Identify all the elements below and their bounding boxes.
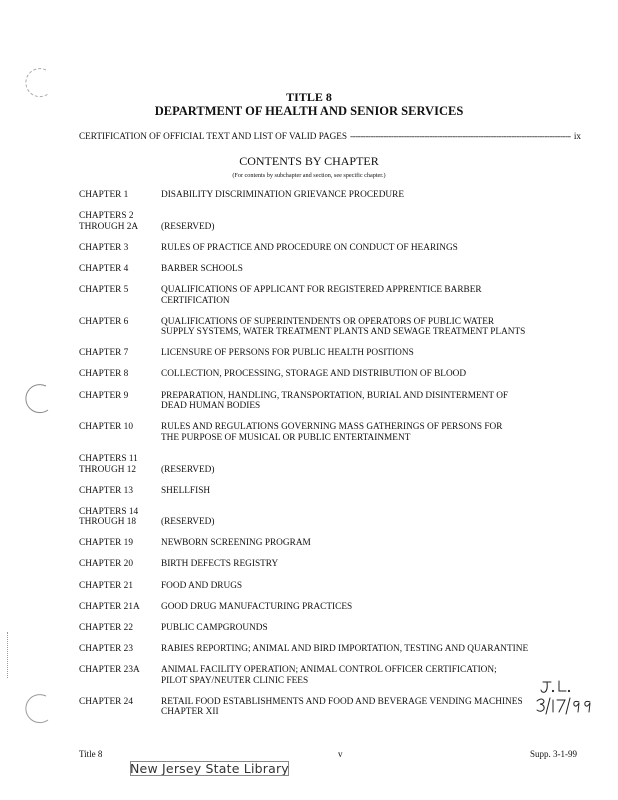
chapter-row — [79, 391, 589, 412]
chapter-label — [79, 602, 161, 613]
chapter-label — [79, 623, 161, 634]
chapter-row — [79, 697, 589, 718]
chapter-title-line: PREPARATION, HANDLING, TRANSPORTATION, BURIAL AND DISINTERMENT OF — [161, 390, 509, 401]
chapter-row — [79, 665, 589, 686]
chapter-row — [79, 454, 589, 475]
chapter-row — [79, 422, 589, 443]
chapter-title — [161, 422, 589, 443]
chapter-label-line: CHAPTER 19 — [79, 538, 133, 549]
chapter-label-line: CHAPTER 4 — [79, 263, 129, 274]
chapter-label-line: CHAPTERS 14 — [79, 506, 139, 517]
footer-page-number: v — [338, 749, 343, 759]
chapter-label — [79, 644, 161, 655]
chapter-row — [79, 559, 589, 570]
chapter-row — [79, 190, 589, 201]
chapter-row — [79, 623, 589, 634]
leader-dots — [350, 131, 571, 141]
chapter-title — [161, 348, 589, 359]
chapter-label — [79, 285, 161, 306]
chapter-label — [79, 264, 161, 275]
chapter-title-line: COLLECTION, PROCESSING, STORAGE AND DISTRIBUTION OF BLOOD — [161, 369, 467, 380]
chapter-row — [79, 538, 589, 549]
chapter-title — [161, 623, 589, 634]
chapter-label — [79, 422, 161, 443]
chapter-title-line — [172, 454, 589, 465]
chapter-label — [79, 507, 161, 528]
chapter-title — [161, 559, 589, 570]
chapter-title — [161, 697, 589, 718]
chapter-label-line: CHAPTERS 11 — [79, 453, 138, 464]
chapter-label-line: CHAPTER 13 — [79, 485, 133, 496]
chapter-title-line: QUALIFICATIONS OF SUPERINTENDENTS OR OPERATORS OF PUBLIC WATER — [161, 316, 495, 327]
chapter-title-line: SHELLFISH — [161, 485, 211, 496]
chapter-title-line: DISABILITY DISCRIMINATION GRIEVANCE PROCEDURE — [161, 190, 405, 200]
chapter-title — [161, 243, 589, 254]
chapter-label-line: CHAPTER 5 — [79, 284, 129, 295]
chapter-title-line: PILOT SPAY/NEUTER CLINIC FEES — [161, 675, 309, 686]
chapter-row — [79, 486, 589, 497]
chapter-row — [79, 602, 589, 613]
chapter-label-line: THROUGH 2A — [79, 221, 139, 232]
library-stamp — [130, 761, 289, 776]
punch-hole-mark-bottom — [20, 692, 54, 726]
chapter-title — [161, 264, 589, 275]
chapter-label — [79, 190, 161, 201]
chapter-row — [79, 369, 589, 380]
chapter-row — [79, 644, 589, 655]
chapter-title-line: RULES OF PRACTICE AND PROCEDURE ON CONDUCT OF HEARINGS — [161, 242, 458, 253]
chapter-row — [79, 211, 589, 232]
chapter-title-line: NEWBORN SCREENING PROGRAM — [161, 538, 311, 549]
chapter-label-line: CHAPTER 23A — [79, 664, 140, 675]
chapter-title-line: RULES AND REGULATIONS GOVERNING MASS GATHERINGS OF PERSONS FOR — [161, 422, 503, 433]
chapter-title-line: (RESERVED) — [161, 464, 215, 475]
chapter-label-line: CHAPTER 21A — [79, 601, 140, 612]
chapter-label-line: CHAPTERS 2 — [79, 211, 134, 222]
chapter-title-line: LICENSURE OF PERSONS FOR PUBLIC HEALTH POSITIONS — [161, 348, 414, 359]
chapter-title-line: RETAIL FOOD ESTABLISHMENTS AND FOOD AND BEVERAGE VENDING MACHINES — [161, 696, 523, 707]
chapter-title-line — [172, 211, 589, 222]
chapter-label — [79, 454, 161, 475]
chapter-title-line: DEAD HUMAN BODIES — [161, 401, 261, 412]
handwritten-initials-date — [535, 676, 605, 718]
chapter-label — [79, 369, 161, 380]
margin-scan-mark — [7, 632, 9, 678]
chapter-list — [79, 190, 589, 728]
library-stamp-text: New Jersey State Library — [130, 761, 289, 776]
chapter-title — [161, 285, 589, 306]
certification-text: CERTIFICATION OF OFFICIAL TEXT AND LIST OF VALID PAGES — [79, 131, 347, 141]
chapter-label-line: THROUGH 12 — [79, 464, 137, 475]
chapter-title-line — [172, 507, 589, 518]
chapter-label-line: CHAPTER 23 — [79, 643, 133, 654]
certification-line — [79, 131, 581, 141]
chapter-title — [161, 486, 589, 497]
punch-hole-mark-middle — [20, 382, 54, 416]
chapter-label — [79, 348, 161, 359]
chapter-label-line: CHAPTER 22 — [79, 622, 133, 633]
chapter-title-line: CERTIFICATION — [161, 295, 230, 306]
chapter-label-line: CHAPTER 7 — [79, 348, 129, 359]
chapter-row — [79, 285, 589, 306]
chapter-row — [79, 317, 589, 338]
chapter-title-line: RABIES REPORTING; ANIMAL AND BIRD IMPORTATION, TESTING AND QUARANTINE — [161, 643, 529, 654]
chapter-title-line: BARBER SCHOOLS — [161, 263, 243, 274]
chapter-title — [161, 581, 589, 592]
chapter-title — [161, 190, 589, 201]
chapter-title — [161, 602, 589, 613]
chapter-title-line: GOOD DRUG MANUFACTURING PRACTICES — [161, 601, 353, 612]
chapter-label-line: CHAPTER 21 — [79, 580, 133, 591]
chapter-title — [161, 644, 589, 655]
contents-heading: CONTENTS BY CHAPTER — [239, 154, 379, 168]
chapter-title — [161, 538, 589, 549]
chapter-row — [79, 581, 589, 592]
chapter-row — [79, 348, 589, 359]
chapter-title-line: ANIMAL FACILITY OPERATION; ANIMAL CONTROL OFFICER CERTIFICATION; — [161, 664, 497, 675]
chapter-label-line: CHAPTER 6 — [79, 316, 129, 327]
chapter-label — [79, 486, 161, 497]
title-department: DEPARTMENT OF HEALTH AND SENIOR SERVICES — [154, 104, 464, 118]
chapter-label — [79, 211, 161, 232]
chapter-title-line: FOOD AND DRUGS — [161, 580, 243, 591]
chapter-title-line: (RESERVED) — [161, 517, 215, 528]
chapter-label — [79, 559, 161, 570]
chapter-label-line: THROUGH 18 — [79, 517, 137, 528]
chapter-title-line: PUBLIC CAMPGROUNDS — [161, 622, 268, 633]
chapter-label — [79, 665, 161, 686]
contents-note: (For contents by subchapter and section, see specific chapter.) — [232, 172, 386, 179]
chapter-row — [79, 243, 589, 254]
chapter-label — [79, 243, 161, 254]
footer-title: Title 8 — [79, 749, 103, 759]
footer-supplement: Supp. 3-1-99 — [530, 749, 577, 759]
chapter-title — [161, 665, 589, 686]
chapter-label-line: CHAPTER 1 — [79, 190, 129, 200]
chapter-label — [79, 317, 161, 338]
chapter-label-line: CHAPTER 10 — [79, 422, 133, 433]
chapter-title — [161, 507, 589, 528]
chapter-title-line: (RESERVED) — [161, 221, 215, 232]
chapter-row — [79, 507, 589, 528]
chapter-title-line: QUALIFICATIONS OF APPLICANT FOR REGISTERED APPRENTICE BARBER — [161, 284, 482, 295]
chapter-label-line: CHAPTER 3 — [79, 242, 129, 253]
chapter-title-line: THE PURPOSE OF MUSICAL OR PUBLIC ENTERTAINMENT — [161, 432, 411, 443]
chapter-label — [79, 581, 161, 592]
chapter-label-line: CHAPTER 20 — [79, 559, 133, 570]
chapter-title-line: SUPPLY SYSTEMS, WATER TREATMENT PLANTS AND SEWAGE TREATMENT PLANTS — [161, 327, 526, 338]
chapter-label-line: CHAPTER 24 — [79, 696, 133, 707]
chapter-title — [161, 211, 589, 232]
chapter-title-line: BIRTH DEFECTS REGISTRY — [161, 559, 279, 570]
chapter-label — [79, 538, 161, 549]
chapter-label-line: CHAPTER 8 — [79, 369, 129, 380]
chapter-title — [161, 369, 589, 380]
chapter-title — [161, 454, 589, 475]
chapter-row — [79, 264, 589, 275]
chapter-title-line: CHAPTER XII — [161, 707, 219, 718]
chapter-label — [79, 697, 161, 718]
chapter-title — [161, 391, 589, 412]
chapter-label — [79, 391, 161, 412]
title-number: TITLE 8 — [286, 90, 332, 104]
chapter-label-line: CHAPTER 9 — [79, 390, 129, 401]
certification-page: ix — [573, 131, 581, 141]
punch-hole-mark-top — [20, 66, 54, 100]
chapter-title — [161, 317, 589, 338]
